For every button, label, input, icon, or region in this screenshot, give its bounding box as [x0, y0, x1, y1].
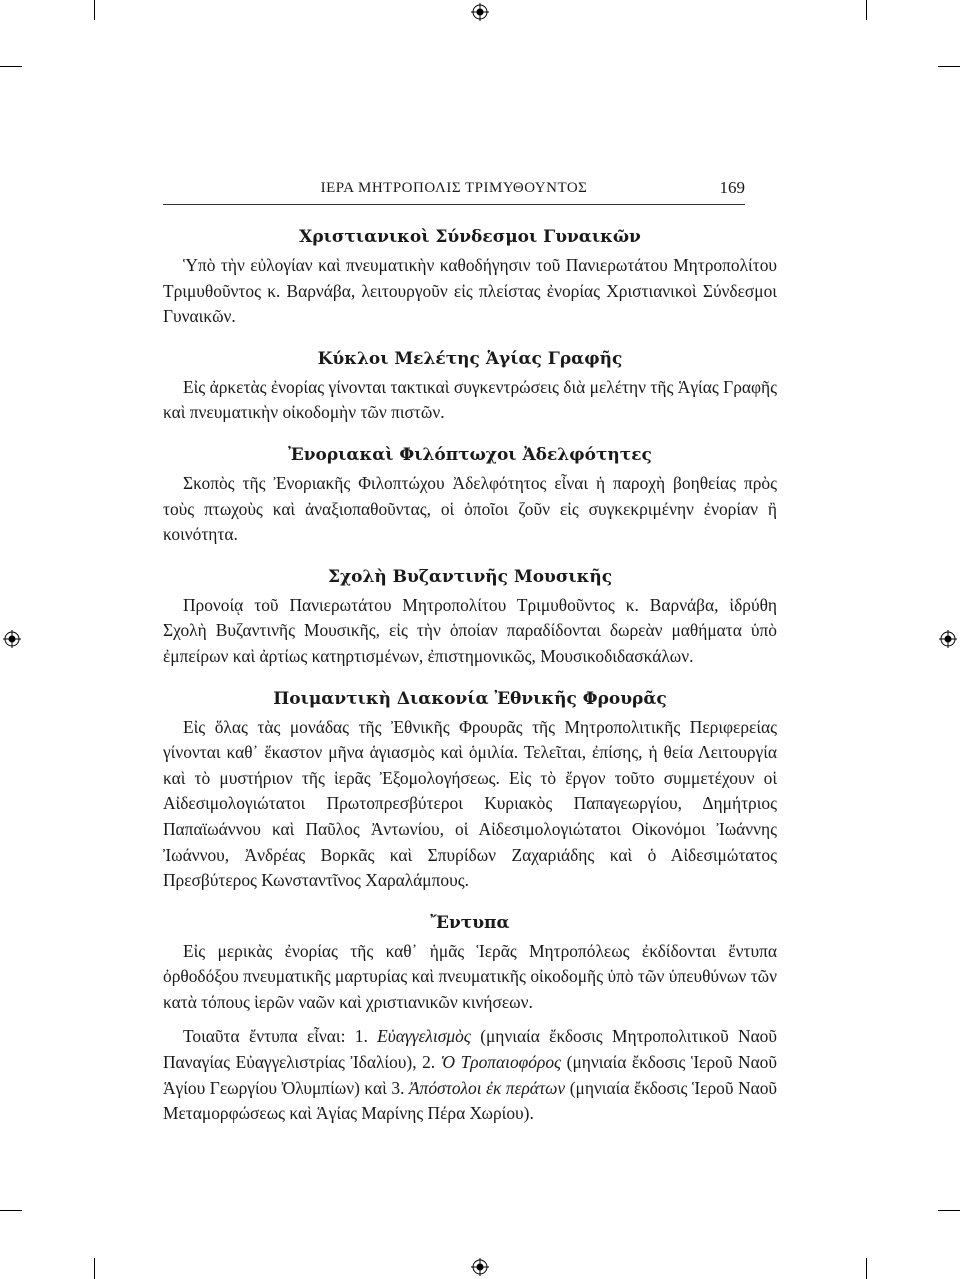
pubs-intro: Τοιαῦτα ἔντυπα εἶναι: 1. [183, 1026, 378, 1047]
section-byzantine-music [163, 564, 777, 670]
page-body [163, 224, 777, 1143]
paragraph: Εἰς μερικὰς ἐνορίας τῆς καθ᾽ ἡμᾶς Ἱερᾶς Μητροπόλεως ἐκδίδονται ἔντυπα ὀρθοδόξου πνευματικῆς μαρτυρίας καὶ πνευματικῆς οἰκοδομῆς ὑπὸ τῶν ὑπευθύνων τῶν κατὰ τόπους ἱερῶν ναῶν καὶ χριστιανικῶν κινήσεων. [163, 940, 777, 1012]
crop-mark [938, 1210, 960, 1211]
paragraph: Εἰς ὅλας τὰς μονάδας τῆς Ἐθνικῆς Φρουρᾶς τῆς Μητροπολιτικῆς Περιφερείας γίνονται καθ᾽ ἕκαστον μῆνα ἁγιασμὸς καὶ ὁμιλία. Τελεῖται, ἐπίσης, ἡ θεία Λειτουργία καὶ τὸ μυστήριον τῆς ἱερᾶς Ἐξομολογήσεως. Εἰς τὸ ἔργον τοῦτο συμμετέχουν οἱ Αἰδεσιμολογιώτατοι Πρωτοπρεσβύτεροι Κυριακὸς Παπαγεωργίου, Δημήτριος Παπαϊωάννου καὶ Παῦλος Ἀντωνίου, οἱ Αἰδεσιμολογιώτατοι Οἰκονόμοι Ἰωάννης Ἰωάννου, Ἀνδρέας Βορκᾶς καὶ Σπυρίδων Ζαχαριάδης καὶ ὁ Αἰδεσιμώτατος Πρεσβύτερος Κωνσταντῖνος Χαραλάμπους. [163, 716, 777, 891]
section-publications [163, 910, 777, 1127]
section-womens-associations [163, 224, 777, 330]
crop-mark [0, 1210, 22, 1211]
paragraph: Εἰς ἀρκετὰς ἐνορίας γίνονται τακτικαὶ συγκεντρώσεις διὰ μελέτην τῆς Ἁγίας Γραφῆς καὶ πνευματικὴν οἰκοδομὴν τῶν πιστῶν. [163, 376, 777, 423]
publications-paragraph [163, 1024, 777, 1126]
pubs-desc: (μηνιαία ἔκδοσις Μητροπολιτικοῦ Ναοῦ Παναγίας Εὐαγγελιστρίας Ἰδαλίου), 2. [163, 1026, 777, 1073]
paragraph: Σκοπὸς τῆς Ἐνοριακῆς Φιλοπτώχου Ἀδελφότητος εἶναι ἡ παροχὴ βοηθείας πρὸς τοὺς πτωχοὺς καὶ ἀναξιοπαθοῦντας, οἱ ὁποῖοι ζοῦν εἰς συγκεκριμένην ἐνορίαν ἢ κοινότητα. [163, 472, 777, 545]
section-heading: Σχολὴ Βυζαντινῆς Μουσικῆς [327, 566, 613, 587]
crop-mark [94, 1258, 95, 1279]
pubs-desc: (μηνιαία ἔκδοσις Ἱεροῦ Ναοῦ Ἁγίου Γεωργίου Ὀλυμπίων) καὶ 3. [163, 1052, 777, 1098]
section-bible-study [163, 346, 777, 426]
paragraph: Ὑπὸ τὴν εὐλογίαν καὶ πνευματικὴν καθοδήγησιν τοῦ Πανιερωτάτου Μητροπολίτου Τριμυθοῦντος κ. Βαρνάβα, λειτουργοῦν εἰς πλείστας ἐνορίας Χριστιανικοὶ Σύνδεσμοι Γυναικῶν. [163, 255, 777, 327]
section-heading: Ἐνοριακαὶ Φιλόπτωχοι Ἀδελφότητες [288, 444, 652, 465]
crop-mark [866, 1258, 867, 1279]
crop-mark [938, 66, 960, 67]
crop-mark [0, 66, 22, 67]
section-heading: Ποιμαντικὴ Διακονία Ἐθνικῆς Φρουρᾶς [273, 688, 667, 709]
publication-title: Εὐαγγελισμὸς [377, 1026, 471, 1047]
registration-mark-icon [471, 1258, 489, 1276]
publication-title: Ἀπόστολοι ἐκ περάτων [408, 1077, 566, 1098]
running-head [163, 178, 745, 205]
running-title: ΙΕΡΑ ΜΗΤΡΟΠΟΛΙΣ ΤΡΙΜΥΘΟΥΝΤΟΣ [320, 180, 588, 196]
registration-mark-icon [3, 630, 21, 648]
publication-title: Ὁ Τροπαιοφόρος [440, 1052, 562, 1073]
registration-mark-icon [471, 3, 489, 21]
page-number: 169 [719, 178, 745, 197]
crop-mark [866, 0, 867, 20]
registration-mark-icon [939, 630, 957, 648]
section-national-guard [163, 686, 777, 894]
section-heading: Χριστιανικοὶ Σύνδεσμοι Γυναικῶν [299, 227, 641, 247]
section-heading: Ἔντυπα [430, 912, 510, 933]
section-heading: Κύκλοι Μελέτης Ἁγίας Γραφῆς [317, 348, 623, 369]
section-philoptochos [163, 442, 777, 548]
pubs-desc: (μηνιαία ἔκδοσις Ἱεροῦ Ναοῦ Μεταμορφώσεως καὶ Ἁγίας Μαρίνης Πέρα Χωρίου). [163, 1077, 777, 1124]
crop-mark [94, 0, 95, 20]
paragraph: Προνοίᾳ τοῦ Πανιερωτάτου Μητροπολίτου Τριμυθοῦντος κ. Βαρνάβα, ἱδρύθη Σχολὴ Βυζαντινῆς Μουσικῆς, εἰς τὴν ὁποίαν παραδίδονται δωρεὰν μαθήματα ὑπὸ ἐμπείρων καὶ ἀρτίως κατηρτισμένων, ἐπιστημονικῶς, Μουσικοδιδασκάλων. [163, 594, 777, 666]
